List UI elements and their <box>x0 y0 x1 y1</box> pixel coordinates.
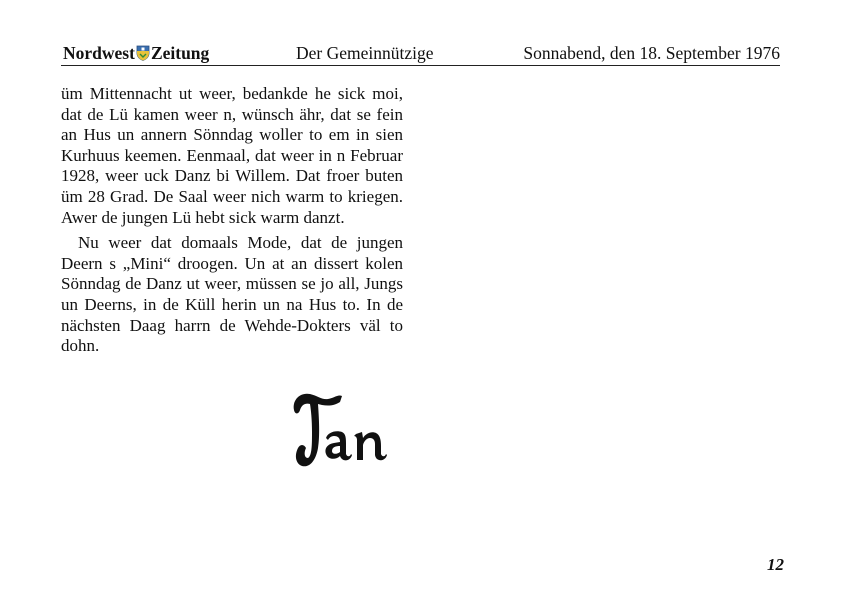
article-paragraph-1: üm Mittennacht ut weer, bedankde he sick moi, dat de Lü kamen weer n, wünsch ähr, dat se fein an Hus un annern Sönndag woller to em in sien Kurhuus keemen. Eenmaal, dat weer in n Februar 1928, weer uck Danz bi Willem. Dat froer buten üm 28 Grad. De Saal weer nich warm to kriegen. Awer de jungen Lü hebt sick warm danzt. <box>61 84 403 227</box>
article-paragraph-2: Nu weer dat domaals Mode, dat de jungen Deern s „Mini“ droogen. Un at an dissert kolen Sönndag de Danz ut weer, müssen se jo all, Jungs un Deerns, in de Küll herin un na Hus to. In de nächsten Daag harrn de Wehde-Dokters väl to dohn. <box>61 233 403 356</box>
signature-jan <box>288 388 404 474</box>
brand-name-part2: Zeitung <box>150 43 210 63</box>
article-column <box>61 84 403 357</box>
issue-date: Sonnabend, den 18. September 1976 <box>523 43 780 63</box>
page-number: 12 <box>767 555 784 574</box>
newspaper-brand <box>63 43 209 64</box>
brand-name-part1: Nordwest <box>63 43 135 63</box>
section-title: Der Gemeinnützige <box>296 43 434 63</box>
page-header <box>61 43 780 66</box>
coat-of-arms-icon <box>136 45 150 61</box>
